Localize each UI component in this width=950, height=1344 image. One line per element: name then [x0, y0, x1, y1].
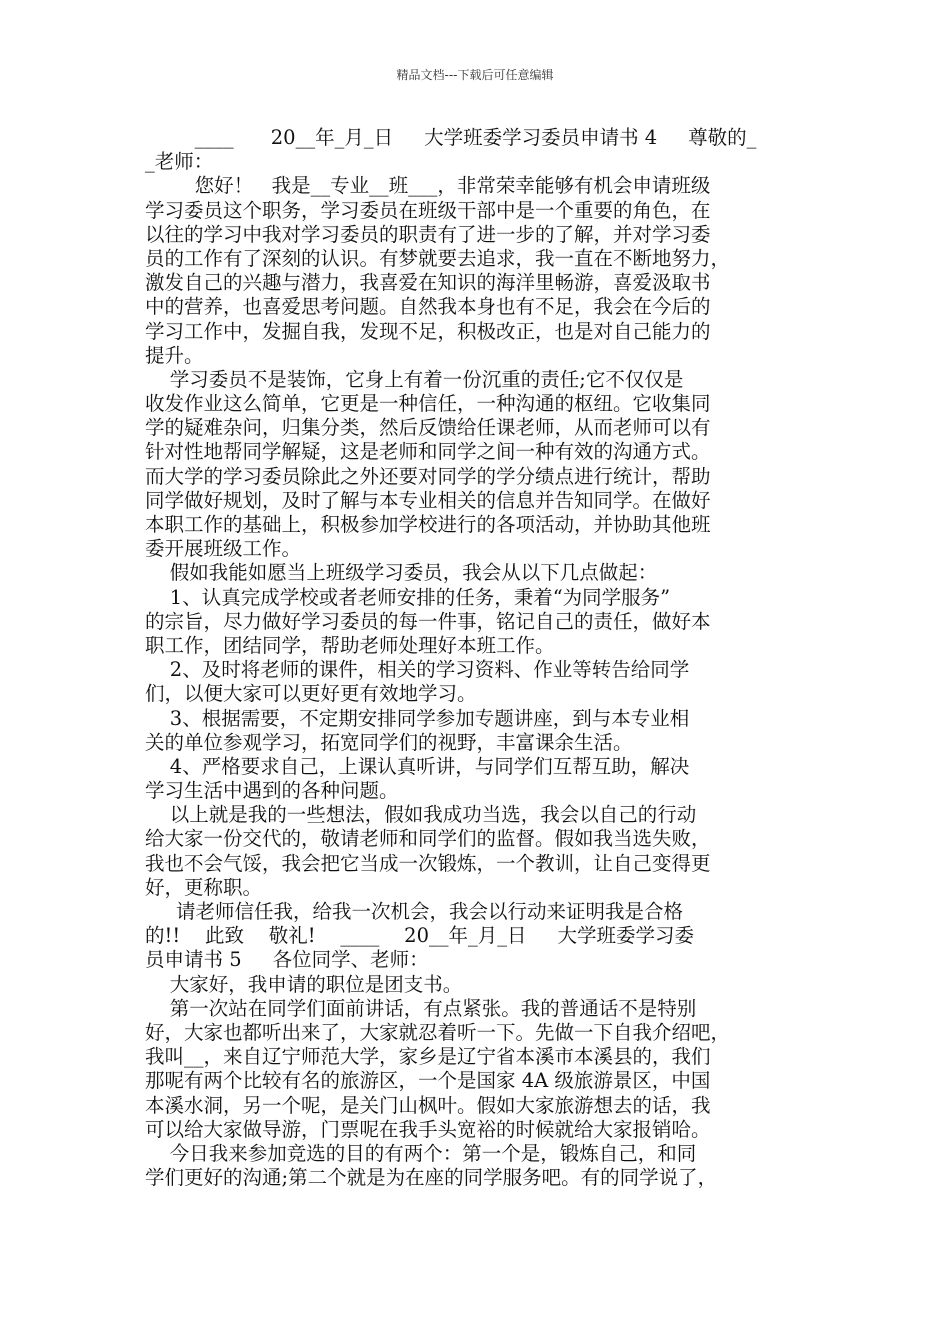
text-line: 学们更好的沟通;第二个就是为在座的同学服务吧。有的同学说了，: [145, 1166, 718, 1190]
text-line: 以往的学习中我对学习委员的职责有了进一步的了解，并对学习委: [145, 222, 711, 246]
text-line: ____ 20__年_月_日 大学班委学习委员申请书 4 尊敬的_: [145, 126, 757, 149]
text-line: 那呢有两个比较有名的旅游区，一个是国家 4A 级旅游景区，中国: [145, 1069, 711, 1093]
document-body: [145, 126, 817, 1190]
text-line: 1、认真完成学校或者老师安排的任务，秉着“为同学服务”: [145, 585, 671, 609]
text-line: 以上就是我的一些想法，假如我成功当选，我会以自己的行动: [145, 803, 697, 827]
text-line: 请老师信任我，给我一次机会，我会以行动来证明我是合格: [145, 900, 683, 923]
page-header: 精品文档---下载后可任意编辑: [396, 68, 554, 82]
text-line: 我也不会气馁，我会把它当成一次锻炼，一个教训，让自己变得更: [145, 851, 711, 875]
text-line: 而大学的学习委员除此之外还要对同学的学分绩点进行统计，帮助: [145, 464, 711, 488]
text-line: 我叫__，来自辽宁师范大学，家乡是辽宁省本溪市本溪县的，我们: [145, 1045, 711, 1069]
text-line: 3、根据需要，不定期安排同学参加专题讲座，到与本专业相: [145, 706, 690, 730]
text-line: 学习委员这个职务，学习委员在班级干部中是一个重要的角色，在: [145, 198, 711, 222]
text-line: 员申请书 5 各位同学、老师：: [145, 948, 429, 972]
text-line: 4、严格要求自己，上课认真听讲，与同学们互帮互助，解决: [145, 754, 690, 778]
text-line: 给大家一份交代的，敬请老师和同学们的监督。假如我当选失败，: [145, 827, 711, 851]
text-line: 2、及时将老师的课件，相关的学习资料、作业等转告给同学: [145, 658, 690, 682]
text-line: 大家好，我申请的职位是团支书。: [145, 972, 463, 996]
text-line: 本溪水洞，另一个呢，是关门山枫叶。假如大家旅游想去的话，我: [145, 1093, 711, 1117]
text-line: 学习工作中，发掘自我，发现不足，积极改正，也是对自己能力的: [145, 319, 711, 343]
text-line: 委开展班级工作。: [145, 537, 302, 561]
text-line: 好，更称职。: [145, 875, 263, 899]
text-line: 中的营养，也喜爱思考问题。自然我本身也有不足，我会在今后的: [145, 295, 711, 319]
text-line: 员的工作有了深刻的认识。有梦就要去追求，我一直在不断地努力，: [145, 246, 731, 270]
text-line: 职工作，团结同学，帮助老师处理好本班工作。: [145, 633, 555, 657]
text-line: 假如我能如愿当上班级学习委员，我会从以下几点做起：: [145, 561, 658, 585]
text-line: 的!! 此致 敬礼! ____ 20__年_月_日 大学班委学习委: [145, 924, 694, 948]
text-line: 可以给大家做导游，门票呢在我手头宽裕的时候就给大家报销哈。: [145, 1117, 711, 1141]
text-line: 学的疑难杂问，归集分类，然后反馈给任课老师，从而老师可以有: [145, 416, 711, 440]
text-line: 同学做好规划，及时了解与本专业相关的信息并告知同学。在做好: [145, 488, 711, 512]
text-line: 激发自己的兴趣与潜力，我喜爱在知识的海洋里畅游，喜爱汲取书: [145, 271, 711, 295]
text-line: 学习生活中遇到的各种问题。: [145, 779, 399, 803]
text-line: 们，以便大家可以更好更有效地学习。: [145, 682, 477, 706]
text-line: 针对性地帮同学解疑，这是老师和同学之间一种有效的沟通方式。: [145, 440, 711, 464]
text-line: 今日我来参加竞选的目的有两个：第一个是，锻炼自己，和同: [145, 1141, 697, 1165]
text-line: 收发作业这么简单，它更是一种信任，一种沟通的枢纽。它收集同: [145, 392, 711, 416]
text-line: 您好！ 我是__专业__班___，非常荣幸能够有机会申请班级: [145, 174, 711, 198]
text-line: 的宗旨，尽力做好学习委员的每一件事，铭记自己的责任，做好本: [145, 609, 711, 633]
text-line: _老师：: [145, 150, 214, 174]
text-line: 学习委员不是装饰，它身上有着一份沉重的责任;它不仅仅是: [145, 367, 684, 391]
text-line: 关的单位参观学习，拓宽同学们的视野，丰富课余生活。: [145, 730, 633, 754]
text-line: 提升。: [145, 343, 204, 367]
text-line: 好，大家也都听出来了，大家就忍着听一下。先做一下自我介绍吧，: [145, 1020, 731, 1044]
text-line: 本职工作的基础上，积极参加学校进行的各项活动，并协助其他班: [145, 513, 711, 536]
text-line: 第一次站在同学们面前讲话，有点紧张。我的普通话不是特别: [145, 996, 697, 1020]
